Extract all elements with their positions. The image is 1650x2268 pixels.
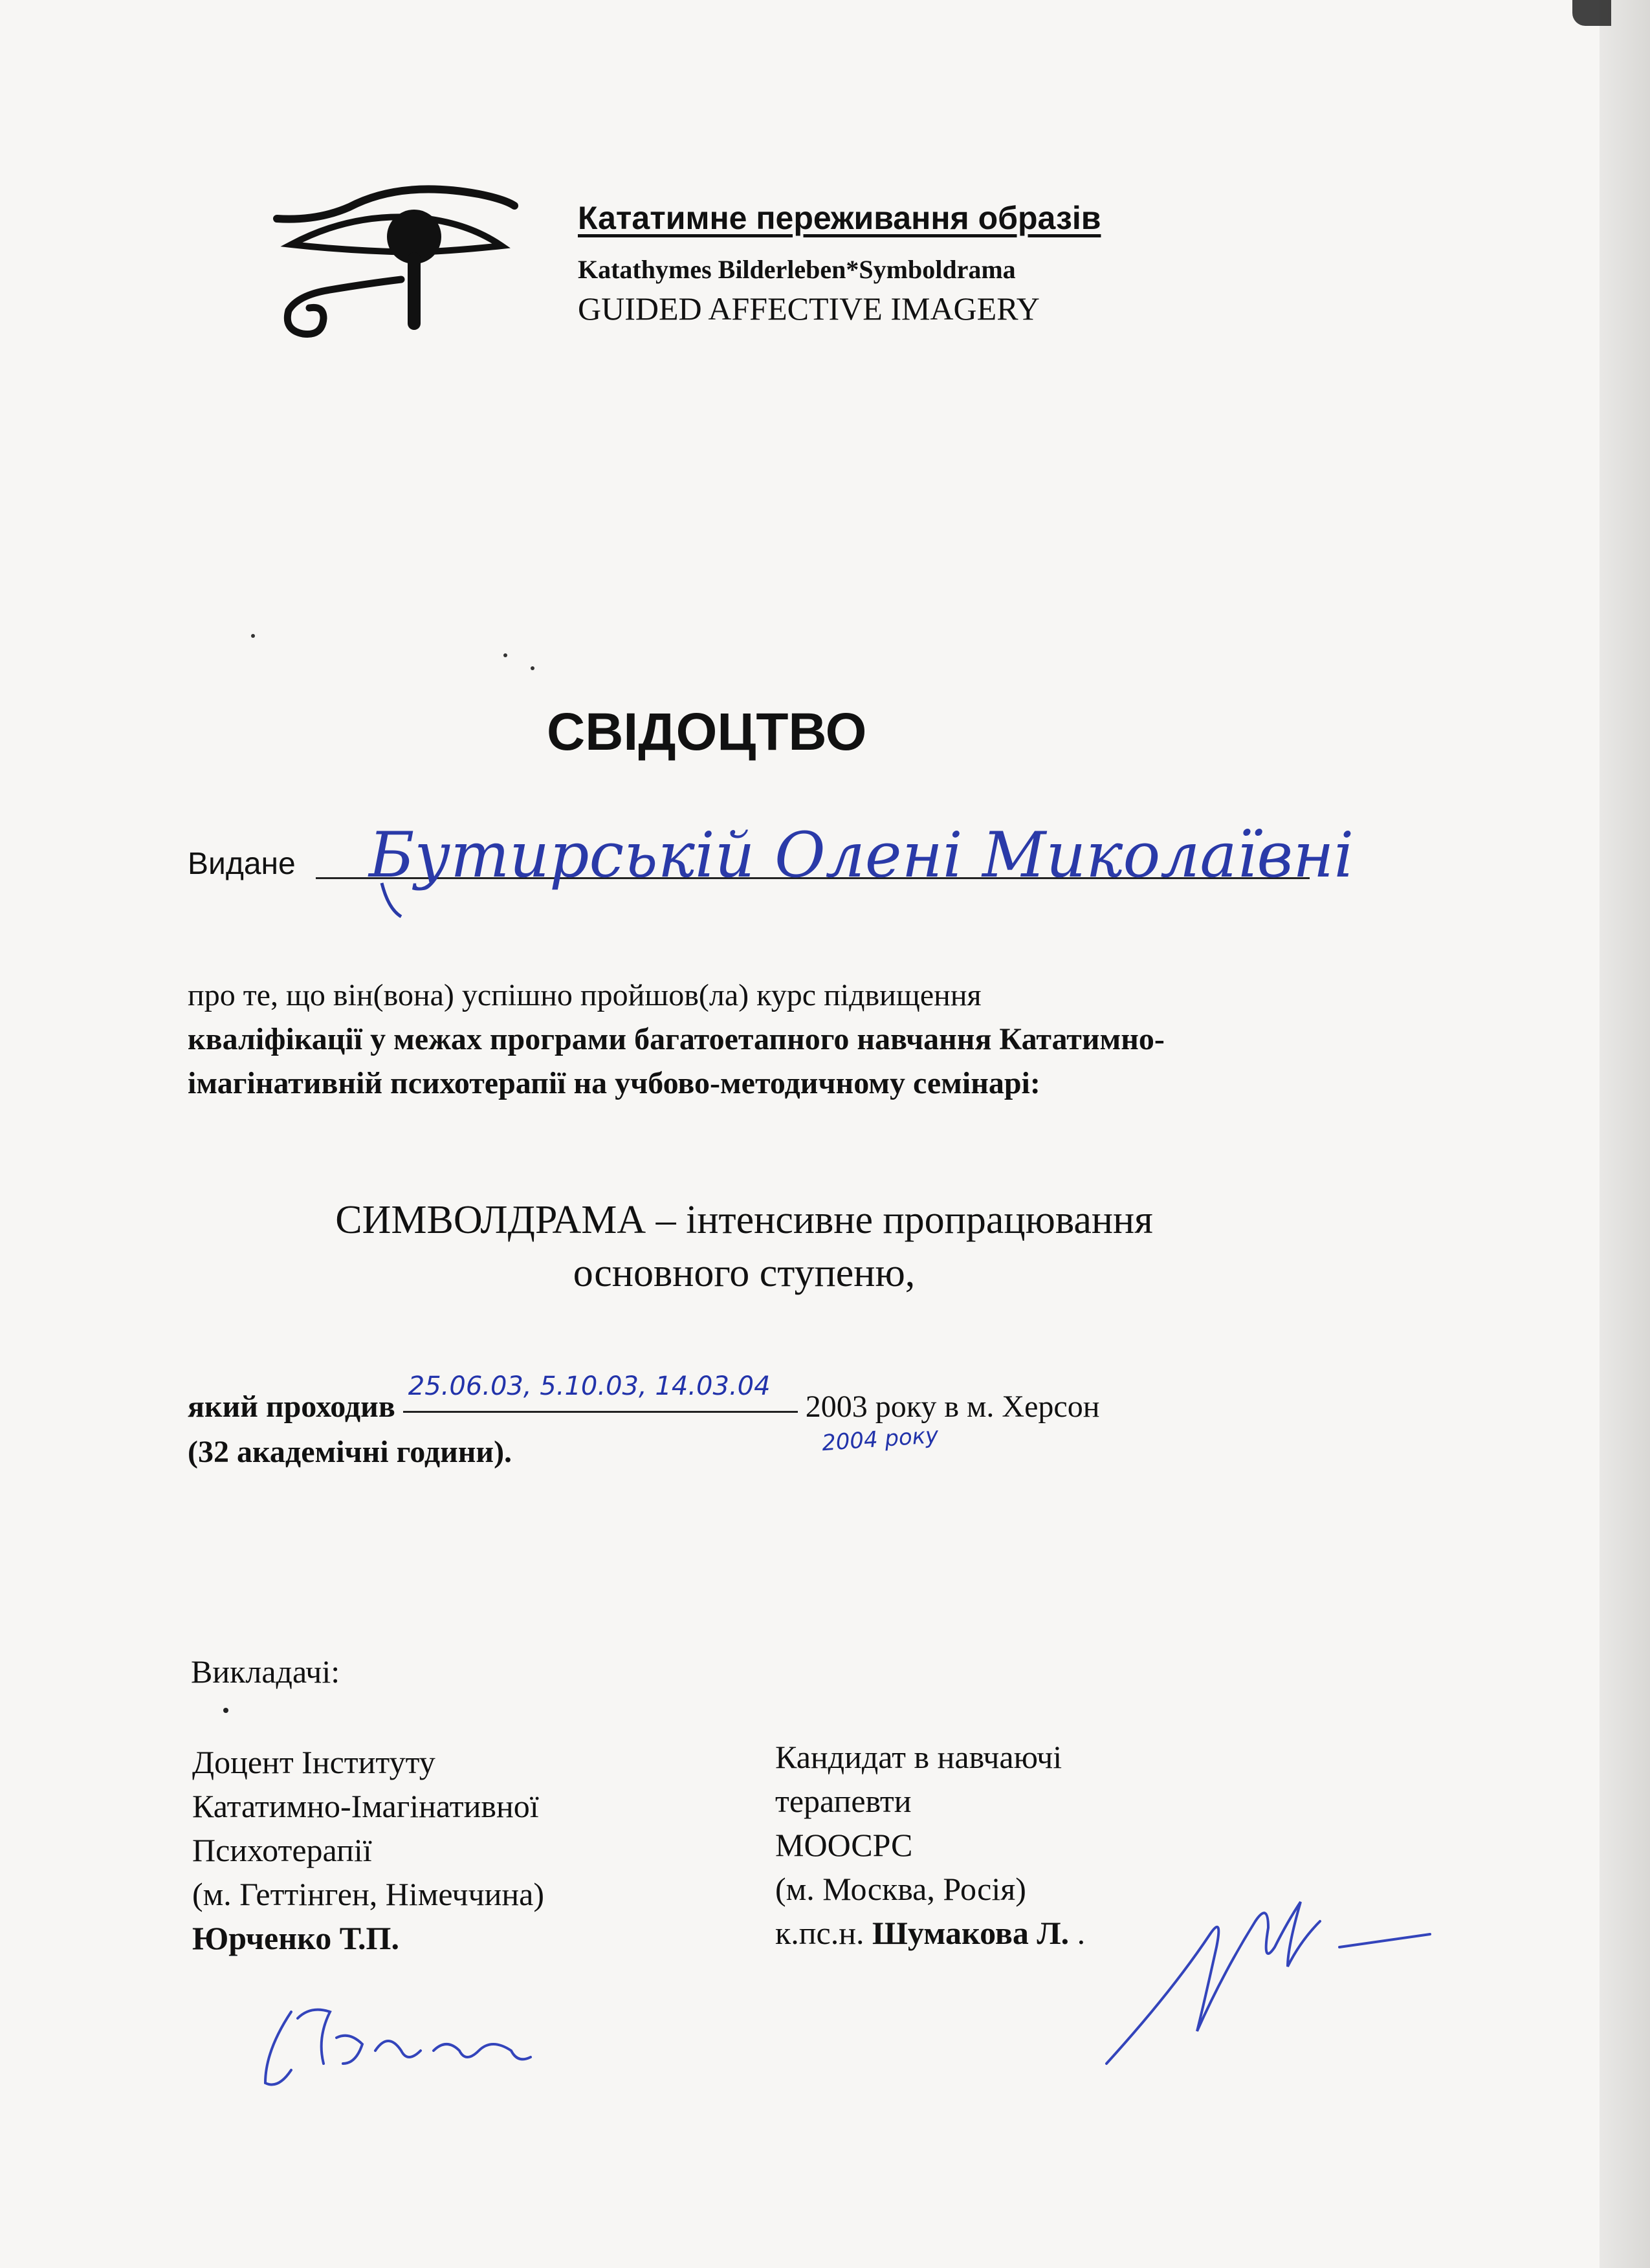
teacher-right-line-4: (м. Москва, Росія)	[775, 1871, 1026, 1907]
teacher-left-line-4: (м. Геттінген, Німеччина)	[192, 1876, 544, 1912]
teacher-left	[192, 1740, 544, 1960]
svg-text:Бутирській Олені Миколаївні: Бутирській Олені Миколаївні	[369, 819, 1354, 891]
scan-dot	[223, 1708, 228, 1713]
teacher-left-line-1: Доцент Інституту	[192, 1744, 435, 1780]
dates-underline	[403, 1411, 798, 1413]
teacher-right-line-1: Кандидат в навчаючі	[775, 1739, 1062, 1775]
body-line-3: імагінативній психотерапії на учбово-методичному семінарі:	[188, 1066, 1040, 1100]
header-subtitle-de: Katathymes Bilderleben*Symboldrama	[578, 255, 1016, 284]
seminar-title	[0, 1194, 1488, 1300]
teacher-left-line-2: Кататимно-Імагінативної	[192, 1788, 539, 1824]
teacher-right-trail: .	[1077, 1915, 1086, 1951]
seminar-title-line-1: СИМВОЛДРАМА – інтенсивне пропрацювання	[335, 1198, 1153, 1242]
body-paragraph	[188, 974, 1352, 1106]
dates-block	[188, 1371, 1100, 1475]
issued-label: Видане	[188, 847, 296, 881]
teacher-right-degree: к.пс.н.	[775, 1915, 864, 1951]
header-subtitle-en: GUIDED AFFECTIVE IMAGERY	[578, 290, 1040, 327]
eye-of-horus-logo	[272, 175, 531, 356]
handwritten-year: 2004 року	[820, 1422, 940, 1457]
body-line-1: про те, що він(вона) успішно пройшов(ла) курс підвищення	[188, 978, 982, 1012]
teacher-left-line-3: Психотерапії	[192, 1832, 372, 1868]
body-line-2: кваліфікації у межах програми багатоетапного навчання Кататимно-	[188, 1022, 1165, 1056]
academic-hours: (32 академічні години).	[188, 1435, 512, 1469]
signature-left	[252, 1992, 602, 2096]
header-title: Кататимне переживання образів	[578, 200, 1101, 236]
teacher-left-name: Юрченко Т.П.	[192, 1920, 399, 1956]
teacher-right-name: Шумакова Л.	[872, 1915, 1070, 1951]
document-title: СВІДОЦТВО	[547, 703, 867, 761]
teachers-label: Викладачі:	[191, 1653, 340, 1690]
teacher-right-line-3: МООСРС	[775, 1827, 913, 1863]
teacher-right	[775, 1735, 1085, 1955]
scan-corner	[1572, 0, 1611, 26]
handwritten-dates: 25.06.03, 5.10.03, 14.03.04	[408, 1371, 771, 1401]
recipient-handwriting	[362, 799, 1398, 928]
signature-right	[1094, 1863, 1443, 2083]
seminar-title-line-2: основного ступеню,	[573, 1251, 916, 1295]
dates-prefix: який проходив	[188, 1390, 395, 1424]
teacher-right-line-2: терапевти	[775, 1783, 912, 1819]
dates-suffix: 2003 року в м. Херсон	[805, 1390, 1100, 1424]
scan-edge	[1600, 0, 1650, 2268]
